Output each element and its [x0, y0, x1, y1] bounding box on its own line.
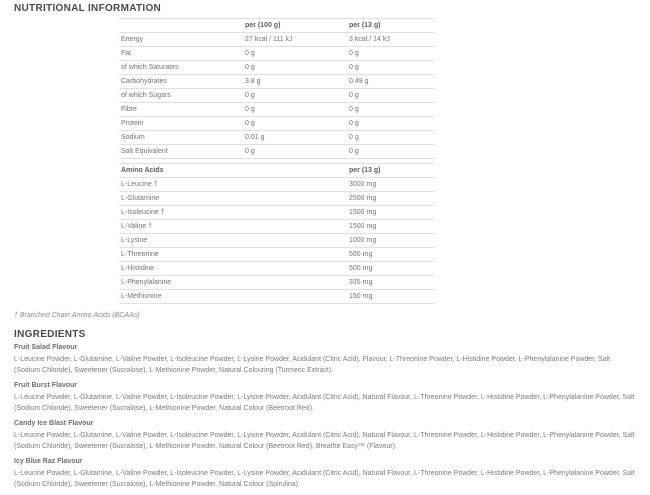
amino-label: L-Leucine †: [119, 178, 347, 192]
ingredients-list: [14, 343, 636, 495]
nutrient-per-13g: 0 g: [347, 103, 435, 117]
table-row: [119, 117, 435, 131]
amino-per-13g: 150 mg: [347, 290, 435, 304]
flavour-ingredients-text: L-Leucine Powder, L-Glutamine, L-Valine Powder, L-Isoleucine Powder, L-Lysine Powder, Acidulant (Citric Acid), Natural Flavour, L-Threonine Powder, L-Histidine Powder, L-Phenylalanine Powder, Salt (Sodium Chloride), Sweetener (Sucralose), L-Methionine Powder, Natural Colour (Spirulina).: [14, 470, 635, 488]
flavour-block-icy-blue-raz: [14, 457, 636, 490]
table-row: [119, 276, 435, 290]
nutrition-tables: [119, 18, 435, 304]
nutrient-label: Sodium: [119, 131, 243, 145]
amino-acids-header: Amino Acids: [119, 164, 347, 178]
amino-label: L-Lysine: [119, 234, 347, 248]
nutrient-per-100g: 3.8 g: [243, 75, 347, 89]
amino-label: L-Threonine: [119, 248, 347, 262]
nutrient-per-13g: 0 g: [347, 89, 435, 103]
nutrition-table: [119, 18, 435, 159]
nutrient-per-100g: 0 g: [243, 145, 347, 159]
table-row: [119, 61, 435, 75]
table-row: [119, 89, 435, 103]
table-row: [119, 131, 435, 145]
table-row: [119, 248, 435, 262]
flavour-block-fruit-salad: [14, 343, 636, 376]
nutrient-per-100g: 27 kcal / 111 kJ: [243, 33, 347, 47]
nutrient-per-13g: 3 kcal / 14 kJ: [347, 33, 435, 47]
table-row: [119, 192, 435, 206]
nutrient-per-100g: 0 g: [243, 117, 347, 131]
nutrient-per-100g: 0 g: [243, 103, 347, 117]
amino-header-row: [119, 164, 435, 178]
table-row: [119, 47, 435, 61]
amino-label: L-Histidine: [119, 262, 347, 276]
amino-per-13g: 1500 mg: [347, 220, 435, 234]
nutrition-header-row: [119, 19, 435, 33]
amino-per-13g: 500 mg: [347, 248, 435, 262]
amino-per-13g: 2500 mg: [347, 192, 435, 206]
nutrient-label: Energy: [119, 33, 243, 47]
nutrient-label: of which Saturates: [119, 61, 243, 75]
nutrient-per-100g: 0.01 g: [243, 131, 347, 145]
nutrient-label: of which Sugars: [119, 89, 243, 103]
nutrient-label: Salt Equivalent: [119, 145, 243, 159]
table-row: [119, 290, 435, 304]
col-header-per-13g: per (13 g): [347, 19, 435, 33]
nutrient-per-13g: 0.49 g: [347, 75, 435, 89]
flavour-block-fruit-burst: [14, 381, 636, 414]
nutrient-per-13g: 0 g: [347, 61, 435, 75]
amino-col-header-per-13g: per (13 g): [347, 164, 435, 178]
amino-acids-table: [119, 163, 435, 304]
ingredients-heading: INGREDIENTS: [14, 329, 86, 340]
amino-per-13g: 1000 mg: [347, 234, 435, 248]
amino-label: L-Glutamine: [119, 192, 347, 206]
table-row: [119, 262, 435, 276]
flavour-ingredients-text: L-Leucine Powder, L-Glutamine, L-Valine Powder, L-Isoleucine Powder, L-Lysine Powder, Acidulant (Citric Acid), Natural Flavour, L-Threonine Powder, L-Histidine Powder, L-Phenylalanine Powder, Salt (Sodium Chloride), Sweetener (Sucralose), L-Methionine Powder, Natural Colour (Beetroot Red), Breathe Easy™ (Flavour).: [14, 432, 635, 450]
nutrient-per-100g: 0 g: [243, 47, 347, 61]
nutrient-per-13g: 0 g: [347, 131, 435, 145]
table-row: [119, 75, 435, 89]
table-row: [119, 206, 435, 220]
nutrient-label: Fibre: [119, 103, 243, 117]
flavour-ingredients-text: L-Leucine Powder, L-Glutamine, L-Valine Powder, L-Isoleucine Powder, L-Lysine Powder, Acidulant (Citric Acid), Flavour, L-Threonine Powder, L-Histidine Powder, L-Phenylalanine Powder, Salt (Sodium Chloride), Sweetener (Sucralose), L-Methionine Powder, Natural Colouring (Turmeric Extract).: [14, 356, 611, 374]
amino-label: L-Phenylalanine: [119, 276, 347, 290]
amino-per-13g: 335 mg: [347, 276, 435, 290]
amino-label: L-Methionine: [119, 290, 347, 304]
nutritional-information-heading: NUTRITIONAL INFORMATION: [14, 3, 162, 14]
nutrient-label: Fat: [119, 47, 243, 61]
table-row: [119, 234, 435, 248]
flavour-name: Fruit Burst Flavour: [14, 382, 78, 389]
amino-label: L-Valine †: [119, 220, 347, 234]
flavour-name: Candy Ice Blast Flavour: [14, 420, 94, 427]
table-row: [119, 33, 435, 47]
nutrient-label: Protein: [119, 117, 243, 131]
nutrient-label: Carbohydrates: [119, 75, 243, 89]
nutrient-per-100g: 0 g: [243, 61, 347, 75]
col-header-per-100g: per (100 g): [243, 19, 347, 33]
nutrient-per-13g: 0 g: [347, 145, 435, 159]
amino-per-13g: 1500 mg: [347, 206, 435, 220]
flavour-block-candy-ice-blast: [14, 419, 636, 452]
nutrient-per-13g: 0 g: [347, 117, 435, 131]
amino-per-13g: 3000 mg: [347, 178, 435, 192]
amino-per-13g: 500 mg: [347, 262, 435, 276]
flavour-name: Fruit Salad Flavour: [14, 344, 78, 351]
nutrient-per-13g: 0 g: [347, 47, 435, 61]
flavour-ingredients-text: L-Leucine Powder, L-Glutamine, L-Valine Powder, L-Isoleucine Powder, L-Lysine Powder, Acidulant (Citric Acid), Natural Flavour, L-Threonine Powder, L-Histidine Powder, L-Phenylalanine Powder, Salt (Sodium Chloride), Sweetener (Sucralose), L-Methionine Powder, Natural Colour (Beetroot Red).: [14, 394, 635, 412]
table-row: [119, 145, 435, 159]
corner-cell: [119, 19, 243, 33]
table-row: [119, 220, 435, 234]
amino-label: L-Isoleucine †: [119, 206, 347, 220]
table-row: [119, 178, 435, 192]
nutrient-per-100g: 0 g: [243, 89, 347, 103]
table-row: [119, 103, 435, 117]
flavour-name: Icy Blue Raz Flavour: [14, 458, 83, 465]
bcaa-footnote: † Branched Chain Amino Acids (BCAAs): [14, 312, 140, 319]
